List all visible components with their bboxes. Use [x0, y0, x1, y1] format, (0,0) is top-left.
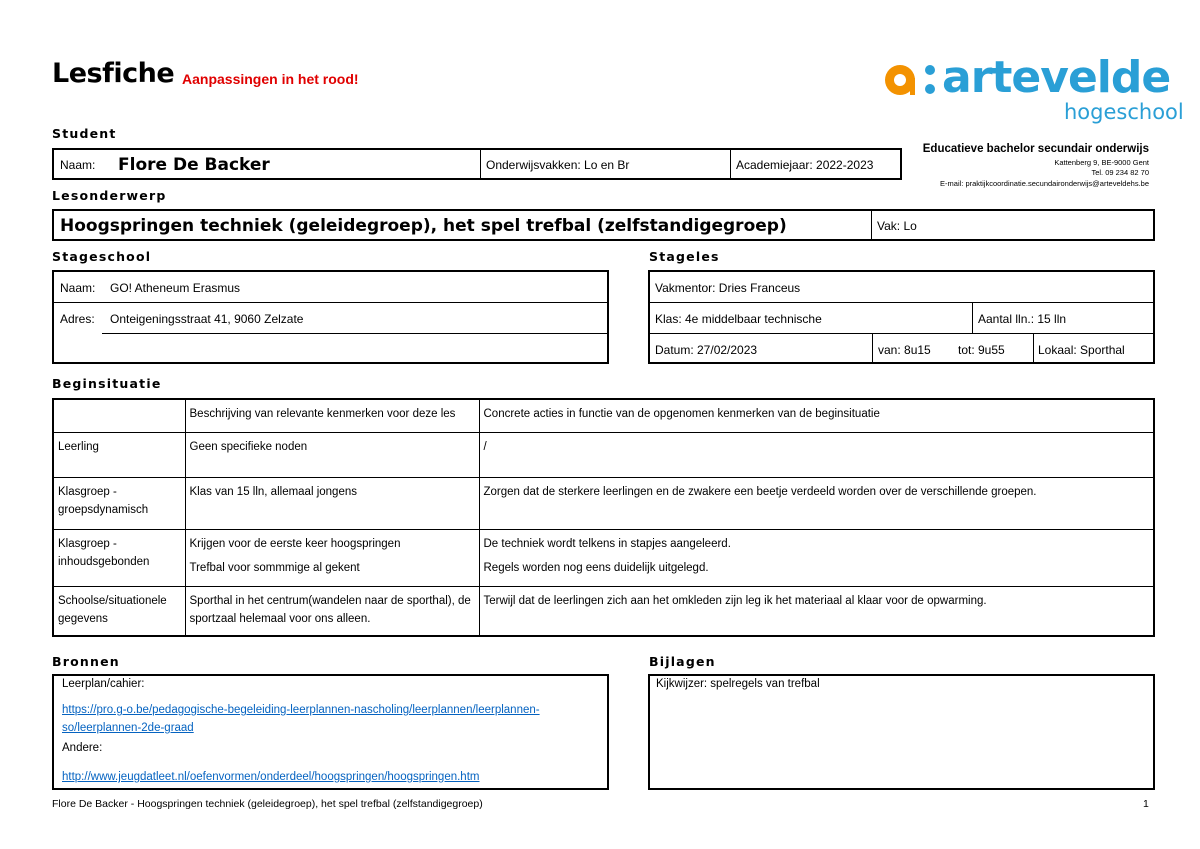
lesson-box	[648, 270, 1155, 364]
student-name-label: Naam:	[60, 158, 96, 172]
student-subjects: Onderwijsvakken: Lo en Br	[486, 158, 630, 172]
footer-text: Flore De Backer - Hoogspringen techniek (geleidegroep), het spel trefbal (zelfstandigegroep)	[52, 798, 483, 810]
row-desc	[185, 529, 479, 586]
attachment-item: Kijkwijzer: spelregels van trefbal	[656, 678, 820, 690]
program-name: Educatieve bachelor secundair onderwijs	[922, 143, 1149, 155]
row-label: Klasgroep - groepsdynamisch	[53, 477, 185, 529]
row-desc: Sporthal in het centrum(wandelen naar de sporthal), de sportzaal helemaal voor ons alleen.	[185, 586, 479, 636]
sources-box	[52, 674, 609, 790]
institution-email: E-mail: praktijkcoordinatie.secundaironderwijs@arteveldehs.be	[940, 179, 1149, 188]
table-row	[53, 586, 1154, 636]
title-note: Aanpassingen in het rood!	[182, 71, 359, 87]
row-label: Leerling	[53, 432, 185, 477]
lesson-topic: Hoogspringen techniek (geleidegroep), het spel trefbal (zelfstandigegroep)	[60, 216, 787, 236]
row-action-line: Regels worden nog eens duidelijk uitgelegd.	[483, 561, 709, 574]
page-number: 1	[1143, 798, 1149, 810]
section-sources: Bronnen	[52, 654, 120, 669]
section-school: Stageschool	[52, 249, 152, 264]
row-desc: Geen specifieke noden	[185, 432, 479, 477]
curriculum-link[interactable]: https://pro.g-o.be/pedagogische-begeleiding-leerplannen-nascholing/leerplannen/leerplannen-	[62, 704, 540, 716]
table-header: Beschrijving van relevante kenmerken voor deze les	[185, 399, 479, 432]
row-action: Terwijl dat de leerlingen zich aan het omkleden zijn leg ik het materiaal al klaar voor de opwarming.	[479, 586, 1154, 636]
school-name-label: Naam:	[60, 281, 96, 295]
section-student: Student	[52, 126, 117, 141]
table-row	[53, 529, 1154, 586]
other-source-link[interactable]: http://www.jeugdatleet.nl/oefenvormen/onderdeel/hoogspringen/hoogspringen.htm	[62, 771, 480, 783]
row-desc: Klas van 15 lln, allemaal jongens	[185, 477, 479, 529]
section-beginsituatie: Beginsituatie	[52, 376, 162, 391]
attachments-box	[648, 674, 1155, 790]
row-action: Zorgen dat de sterkere leerlingen en de zwakere een beetje verdeeld worden over de verschillende groepen.	[479, 477, 1154, 529]
section-lesson: Stageles	[649, 249, 720, 264]
student-count: Aantal lln.: 15 lln	[978, 312, 1067, 326]
school-address: Onteigeningsstraat 41, 9060 Zelzate	[110, 312, 304, 326]
row-label: Schoolse/situationele gegevens	[53, 586, 185, 636]
table-header-row	[53, 399, 1154, 432]
logo-name: artevelde	[942, 52, 1171, 103]
curriculum-link-cont[interactable]: so/leerplannen-2de-graad	[62, 722, 194, 734]
academic-year: Academiejaar: 2022-2023	[736, 158, 874, 172]
student-box	[52, 148, 902, 180]
artevelde-logo-mark	[883, 60, 939, 105]
time-to: tot: 9u55	[958, 343, 1005, 357]
table-row	[53, 432, 1154, 477]
topic-box	[52, 209, 1155, 241]
mentor: Vakmentor: Dries Franceus	[655, 281, 801, 295]
row-action-line: De techniek wordt telkens in stapjes aangeleerd.	[483, 537, 731, 550]
page-title: Lesfiche	[52, 58, 175, 89]
section-topic: Lesonderwerp	[52, 188, 167, 203]
table-header: Concrete acties in functie van de opgenomen kenmerken van de beginsituatie	[479, 399, 1154, 432]
student-name: Flore De Backer	[118, 155, 270, 175]
subject: Vak: Lo	[877, 219, 917, 233]
time-from: van: 8u15	[878, 343, 931, 357]
table-row	[53, 477, 1154, 529]
sources-label-other: Andere:	[62, 742, 103, 754]
school-box	[52, 270, 609, 364]
logo-sub: hogeschool	[1064, 100, 1184, 124]
class: Klas: 4e middelbaar technische	[655, 312, 822, 326]
room: Lokaal: Sporthal	[1038, 343, 1125, 357]
row-label: Klasgroep - inhoudsgebonden	[53, 529, 185, 586]
section-attachments: Bijlagen	[649, 654, 716, 669]
row-action	[479, 529, 1154, 586]
row-action: /	[479, 432, 1154, 477]
lesson-date: Datum: 27/02/2023	[655, 343, 758, 357]
sources-label-curriculum: Leerplan/cahier:	[62, 678, 145, 690]
school-name: GO! Atheneum Erasmus	[110, 281, 241, 295]
row-desc-line: Trefbal voor sommmige al gekent	[189, 561, 360, 574]
institution-address: Kattenberg 9, BE-9000 Gent	[1054, 158, 1149, 167]
row-desc-line: Krijgen voor de eerste keer hoogspringen	[189, 537, 401, 550]
institution-phone: Tel. 09 234 82 70	[1091, 168, 1149, 177]
beginsituatie-table	[52, 398, 1155, 637]
school-address-label: Adres:	[60, 312, 95, 326]
